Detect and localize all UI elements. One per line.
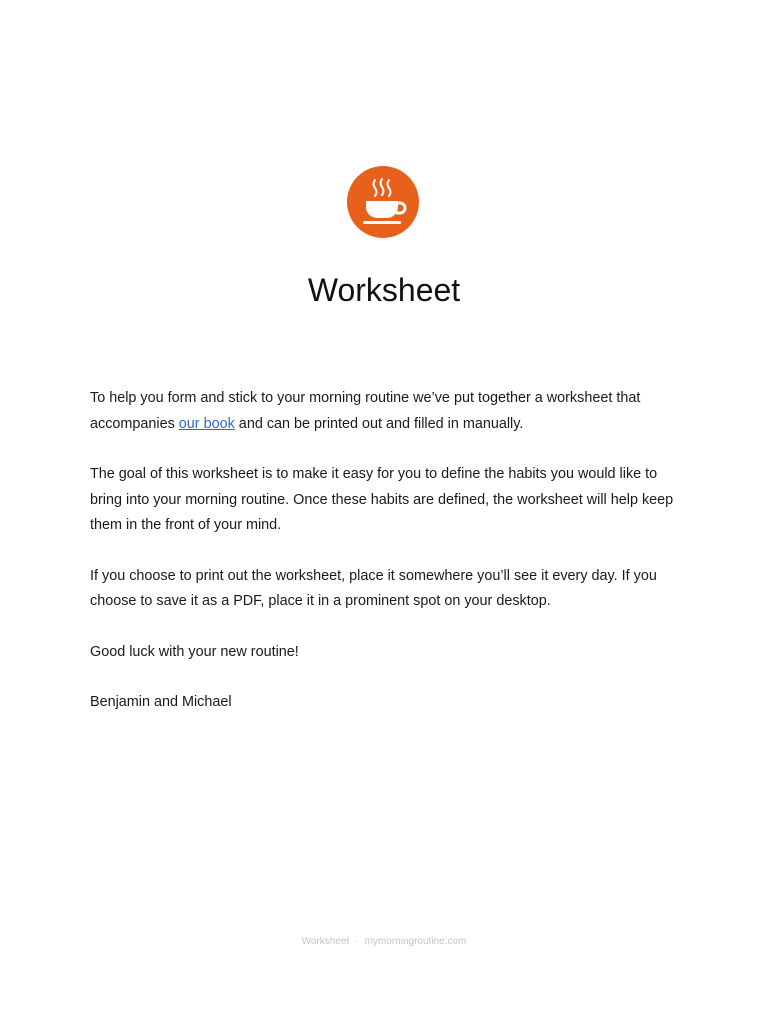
coffee-logo [347, 166, 419, 238]
page-title: Worksheet [307, 272, 461, 308]
goal-paragraph: The goal of this worksheet is to make it easy for you to define the habits you would like to bring into your morning routine. Once these habits are defined, the worksheet will help keep them in the front of your mind. [90, 466, 674, 533]
intro-content [90, 386, 686, 741]
coffee-cup-icon [347, 166, 419, 238]
footer-url: mymorningroutine.com [364, 936, 467, 947]
our-book-link[interactable]: our book [178, 415, 235, 432]
footer-separator: · [355, 936, 359, 947]
print-paragraph: If you choose to print out the worksheet, place it somewhere you’ll see it every day. If you choose to save it as a PDF, place it in a prominent spot on your desktop. [90, 567, 657, 609]
footer-title: Worksheet [301, 936, 350, 947]
good-luck-paragraph: Good luck with your new routine! [90, 643, 299, 660]
signature: Benjamin and Michael [90, 694, 232, 710]
intro-text-before: To help you form and stick to your morning routine we’ve put together a worksheet that accompanies [90, 390, 641, 432]
intro-paragraph [90, 386, 686, 437]
page-footer [0, 936, 768, 947]
intro-text-after: and can be printed out and filled in manually. [234, 415, 524, 432]
